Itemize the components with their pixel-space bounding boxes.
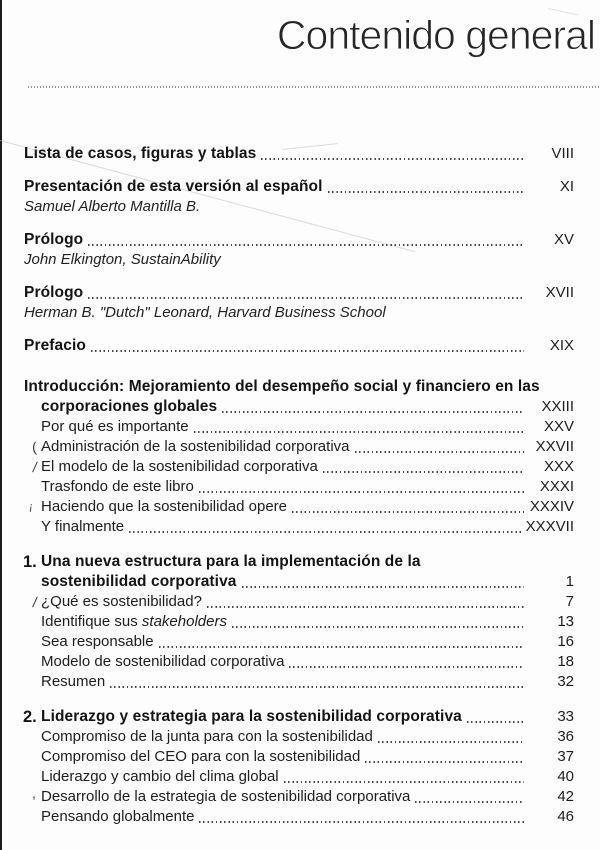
toc-entry-label [41, 612, 227, 632]
toc-entry [24, 230, 574, 250]
toc-entry [41, 652, 574, 672]
page-number: XXX [543, 458, 574, 475]
chapter-number: 2. [23, 708, 37, 726]
dot-leader [378, 741, 524, 743]
dot-leader [194, 431, 524, 433]
toc-entry [41, 517, 574, 537]
toc-entry-label: sostenibilidad corporativa [41, 573, 237, 590]
toc-entry [31, 437, 574, 457]
dot-leader [242, 586, 524, 588]
pen-mark: , [32, 785, 36, 801]
dot-leader [222, 411, 524, 413]
page-number: VIII [551, 145, 574, 162]
page-number: 40 [557, 768, 574, 785]
dot-leader [284, 781, 524, 783]
toc-entry-label-text: Identifique sus [41, 613, 142, 630]
toc-entry [24, 283, 574, 303]
toc-entry [41, 727, 574, 747]
pen-mark: ( [31, 438, 38, 456]
toc-entry [41, 397, 574, 417]
dot-leader [289, 666, 524, 668]
toc-entry-label: Modelo de sostenibilidad corporativa [41, 653, 285, 670]
toc-entry-label: Presentación de esta versión al español [24, 178, 323, 195]
toc-entry-label: Sea responsable [41, 633, 154, 650]
page-title: Contenido general [276, 12, 595, 58]
chapter-number: 1. [23, 553, 37, 571]
page-number: XVII [545, 284, 574, 301]
toc-entry-label: Resumen [41, 673, 106, 690]
toc-entry-label: Liderazgo y estrategia para la sostenibilidad corporativa [41, 708, 462, 725]
page-number: 1 [565, 573, 574, 590]
dot-leader [467, 721, 524, 723]
page-number: XV [553, 231, 574, 248]
pen-mark: ¡ [28, 500, 34, 514]
toc-entry [24, 336, 574, 356]
dot-leader [207, 606, 524, 608]
toc-entry [41, 747, 574, 767]
intro-entries [24, 397, 574, 537]
toc-entry [24, 144, 574, 164]
dot-leader [159, 646, 524, 648]
toc-entry [41, 672, 574, 692]
page-number: XXXIV [529, 498, 574, 515]
title-rule [28, 86, 600, 88]
dot-leader [355, 451, 525, 453]
chapter-title-line1: Una nueva estructura para la implementación de la [41, 553, 421, 570]
toc-entry-subtitle: John Elkington, SustainAbility [24, 251, 221, 268]
toc-entry [41, 767, 574, 787]
toc-entry-label: corporaciones globales [41, 398, 218, 415]
page-number: XXIII [541, 398, 574, 415]
dot-leader [91, 350, 524, 352]
toc-entry-label: Compromiso del CEO para con la sostenibilidad [41, 748, 361, 765]
toc-entry-label: Trasfondo de este libro [41, 478, 194, 495]
front-matter-entry [24, 144, 574, 164]
toc-entry [41, 417, 574, 437]
toc-entry-label: Compromiso de la junta para con la sostenibilidad [41, 728, 373, 745]
dot-leader [415, 801, 524, 803]
page-number: XXV [543, 418, 574, 435]
dot-leader [129, 531, 522, 533]
page-number: XIX [549, 337, 574, 354]
toc-entry-label: Prólogo [24, 231, 84, 248]
page-edge-line [0, 0, 2, 850]
page-number: 16 [557, 633, 574, 650]
page-number: 13 [557, 613, 574, 630]
toc-entry [41, 477, 574, 497]
toc-entry-label: Pensando globalmente [41, 808, 195, 825]
dot-leader [323, 471, 524, 473]
toc-entry [41, 612, 574, 632]
page-number: 42 [557, 788, 574, 805]
toc-entry [41, 807, 574, 827]
toc-entry-label: Desarrollo de la estrategia de sostenibilidad corporativa [41, 788, 411, 805]
dot-leader [292, 511, 524, 513]
dot-leader [328, 191, 524, 193]
toc-entry-label: Lista de casos, figuras y tablas [24, 145, 257, 162]
toc-entry [28, 497, 574, 517]
toc-entry-label-italic: stakeholders [141, 613, 227, 630]
toc-entry-subtitle: Samuel Alberto Mantilla B. [24, 198, 201, 215]
pen-mark: / [31, 459, 39, 475]
toc-entry-label: Y finalmente [41, 518, 125, 535]
page-number: XI [559, 178, 574, 195]
intro-section [24, 377, 574, 537]
dot-leader [232, 626, 524, 628]
page-number: XXXI [539, 478, 574, 495]
page-number: 46 [557, 808, 574, 825]
page-number: XXVII [535, 438, 574, 455]
toc-entry [41, 572, 574, 592]
toc-entry-label: Por qué es importante [41, 418, 189, 435]
toc-entry-label: Haciendo que la sostenibilidad opere [41, 498, 288, 515]
toc [24, 144, 574, 827]
toc-entry-label: Administración de la sostenibilidad corporativa [41, 438, 350, 455]
front-matter-entry [24, 336, 574, 356]
dot-leader [88, 244, 524, 246]
chapter-section [24, 707, 574, 827]
page-number: 36 [557, 728, 574, 745]
front-matter-entry [24, 230, 574, 270]
toc-entry-label: El modelo de la sostenibilidad corporativa [41, 458, 318, 475]
dot-leader [110, 686, 524, 688]
dot-leader [88, 297, 524, 299]
dot-leader [261, 158, 524, 160]
toc-entry [31, 592, 574, 612]
intro-title-line1: Introducción: Mejoramiento del desempeño social y financiero en las [24, 378, 540, 395]
toc-entry-subtitle: Herman B. "Dutch" Leonard, Harvard Business School [24, 304, 386, 321]
dot-leader [199, 821, 524, 823]
pen-mark: / [31, 594, 39, 610]
toc-entry-label: ¿Qué es sostenibilidad? [41, 593, 202, 610]
page-number: 18 [557, 653, 574, 670]
front-matter-entry [24, 177, 574, 217]
toc-entry-label: Prefacio [24, 337, 86, 354]
page-number: 37 [557, 748, 574, 765]
toc-entry [31, 457, 574, 477]
toc-entry [41, 707, 574, 727]
chapter-section [24, 552, 574, 692]
toc-entry-label: Prólogo [24, 284, 84, 301]
toc-entry [24, 177, 574, 197]
dot-leader [199, 491, 524, 493]
toc-entry [32, 785, 574, 807]
page-number: 7 [565, 593, 574, 610]
dot-leader [365, 761, 524, 763]
page-number: 33 [557, 708, 574, 725]
page-number: XXXVII [525, 518, 574, 535]
page-number: 32 [557, 673, 574, 690]
toc-entry-label: Liderazgo y cambio del clima global [41, 768, 279, 785]
front-matter-entry [24, 283, 574, 323]
toc-entry [41, 632, 574, 652]
